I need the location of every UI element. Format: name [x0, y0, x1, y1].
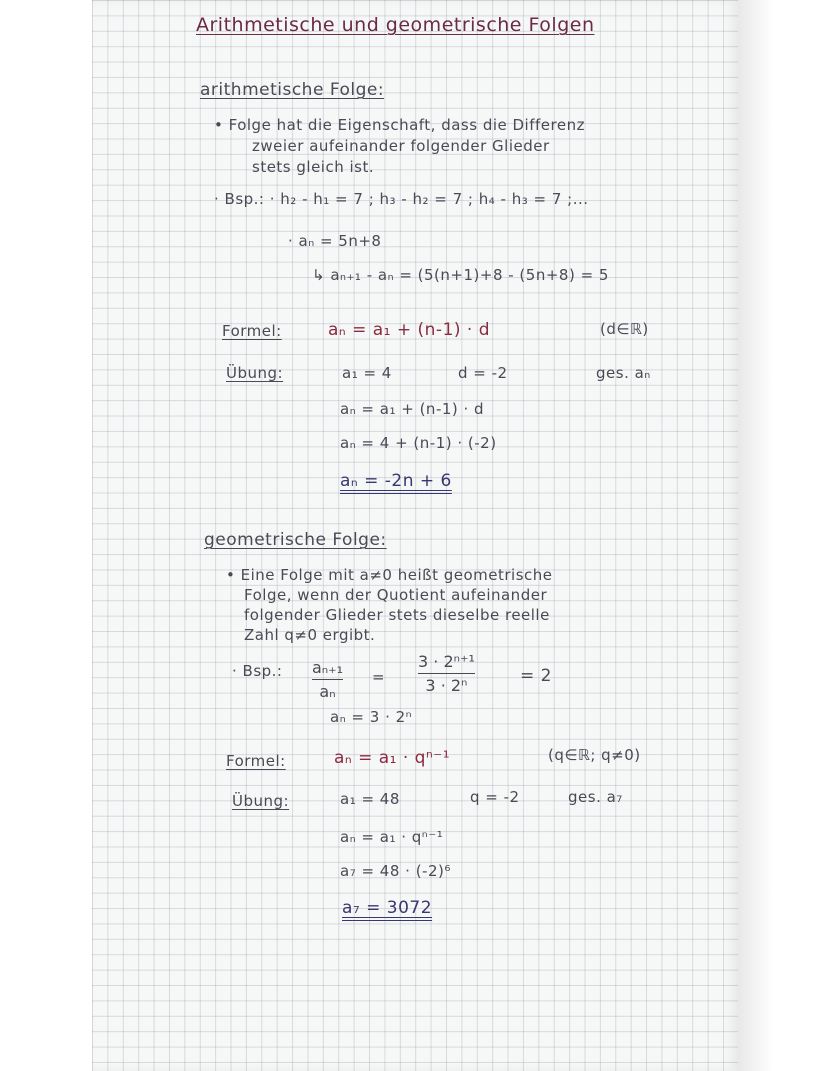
arith-step1: aₙ = a₁ + (n-1) · d — [340, 400, 485, 418]
arith-uebung-a1: a₁ = 4 — [342, 364, 392, 382]
geo-frac2-denominator: 3 · 2ⁿ — [425, 676, 468, 695]
arith-step2: aₙ = 4 + (n-1) · (-2) — [340, 434, 497, 452]
geo-eq1: = — [372, 668, 386, 686]
geo-def-line2: Folge, wenn der Quotient aufeinander — [244, 586, 548, 604]
geo-fraction-1 — [312, 658, 343, 701]
page-title: Arithmetische und geometrische Folgen — [196, 14, 595, 36]
geo-fraction-2 — [418, 652, 475, 695]
geo-uebung-ges: ges. a₇ — [568, 788, 623, 806]
geo-frac1-numerator: aₙ₊₁ — [312, 658, 344, 677]
geo-an-example: aₙ = 3 · 2ⁿ — [330, 708, 413, 726]
arith-def-line1: • Folge hat die Eigenschaft, dass die Differenz — [214, 116, 585, 134]
arith-uebung-ges: ges. aₙ — [596, 364, 651, 382]
geo-formel-label: Formel: — [226, 752, 286, 770]
geo-formel: aₙ = a₁ · qⁿ⁻¹ — [334, 748, 451, 768]
geo-bsp-label: · Bsp.: — [232, 662, 283, 680]
geo-uebung-q: q = -2 — [470, 788, 520, 806]
geo-frac1-denominator: aₙ — [319, 682, 336, 701]
arith-def-line2: zweier aufeinander folgender Glieder — [252, 137, 550, 155]
arith-formel-label: Formel: — [222, 322, 282, 340]
geo-uebung-label: Übung: — [232, 792, 290, 810]
geo-heading: geometrische Folge: — [204, 530, 387, 550]
geo-formel-cond: (q∈ℝ; q≠0) — [548, 746, 641, 764]
page-edge — [738, 0, 828, 1071]
fraction-bar — [418, 673, 475, 674]
arith-result: aₙ = -2n + 6 — [340, 471, 452, 491]
arith-heading: arithmetische Folge: — [200, 80, 385, 100]
arith-uebung-d: d = -2 — [458, 364, 508, 382]
fraction-bar — [312, 679, 343, 680]
arith-def-line3: stets gleich ist. — [252, 158, 375, 176]
arith-an-example: · aₙ = 5n+8 — [288, 232, 382, 250]
arith-formel: aₙ = a₁ + (n-1) · d — [328, 320, 491, 340]
geo-def-line1: • Eine Folge mit a≠0 heißt geometrische — [226, 566, 553, 584]
geo-step2: a₇ = 48 · (-2)⁶ — [340, 862, 451, 880]
geo-eq2: = 2 — [520, 666, 552, 686]
geo-uebung-a1: a₁ = 48 — [340, 790, 400, 808]
arith-uebung-label: Übung: — [226, 364, 284, 382]
arith-formel-cond: (d∈ℝ) — [600, 320, 649, 338]
geo-result: a₇ = 3072 — [342, 898, 433, 918]
geo-def-line3: folgender Glieder stets dieselbe reelle — [244, 606, 550, 624]
geo-frac2-numerator: 3 · 2ⁿ⁺¹ — [418, 652, 475, 671]
geo-step1: aₙ = a₁ · qⁿ⁻¹ — [340, 828, 444, 846]
geo-def-line4: Zahl q≠0 ergibt. — [244, 626, 376, 644]
arith-an-diff: ↳ aₙ₊₁ - aₙ = (5(n+1)+8 - (5n+8) = 5 — [312, 266, 609, 284]
arith-bsp-line: · Bsp.: · h₂ - h₁ = 7 ; h₃ - h₂ = 7 ; h₄ - h₃ = 7 ;... — [214, 190, 589, 208]
